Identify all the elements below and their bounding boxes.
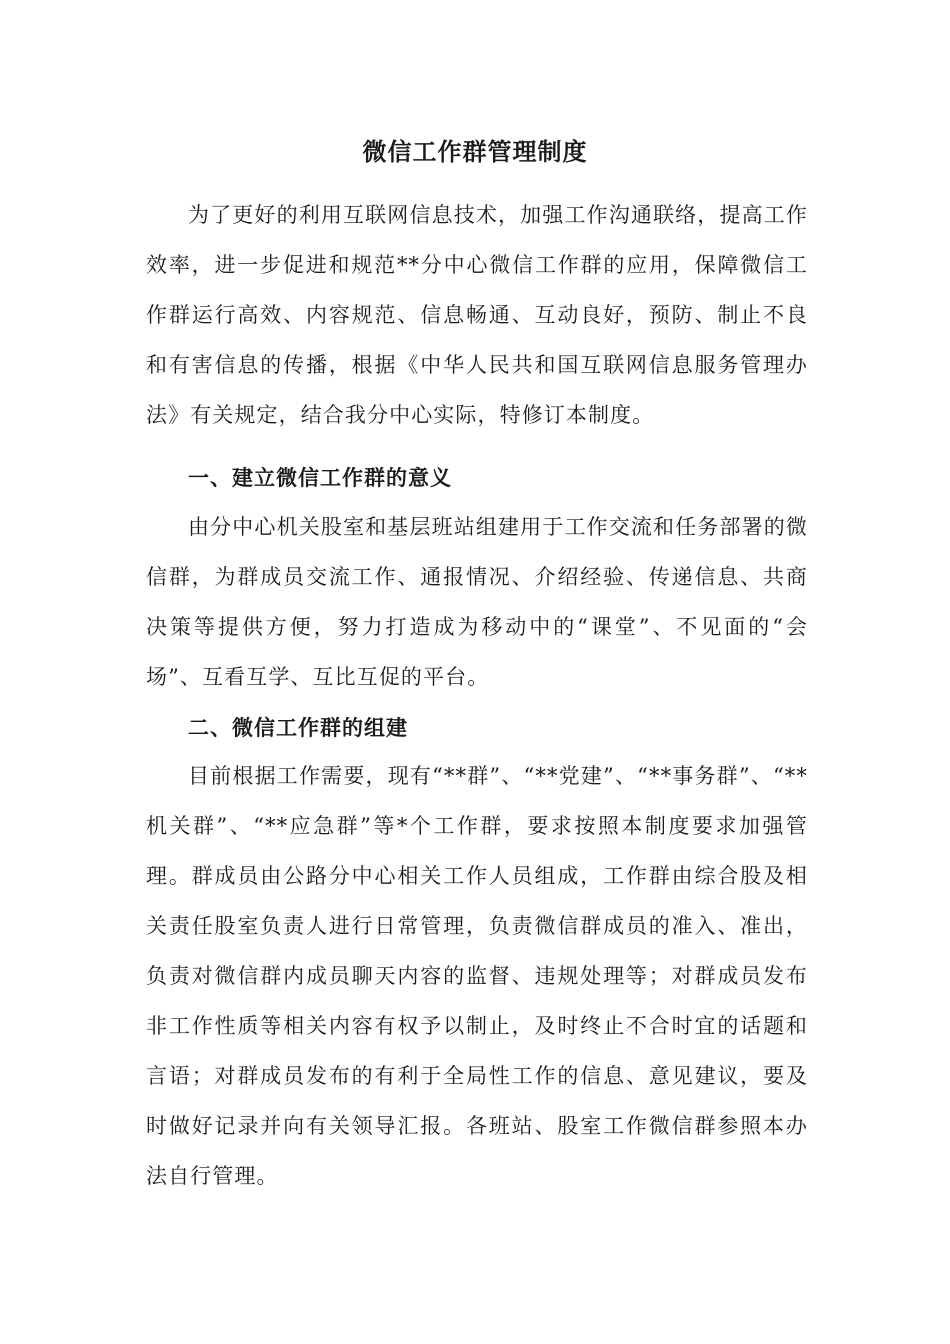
section-1-paragraph: 由分中心机关股室和基层班站组建用于工作交流和任务部署的微信群，为群成员交流工作、通报情况、介绍经验、传递信息、共商决策等提供方便，努力打造成为移动中的“课堂”、不见面的“会场”、互看互学、互比互促的平台。 [146,515,808,689]
section-2-heading: 二、微信工作群的组建 [188,716,408,740]
document-title: 微信工作群管理制度 [362,138,588,166]
intro-paragraph: 为了更好的利用互联网信息技术，加强工作沟通联络，提高工作效率，进一步促进和规范**分中心微信工作群的应用，保障微信工作群运行高效、内容规范、信息畅通、互动良好，预防、制止不良和有害信息的传播，根据《中华人民共和国互联网信息服务管理办法》有关规定，结合我分中心实际，特修订本制度。 [146,203,808,427]
section-1-heading: 一、建立微信工作群的意义 [188,466,452,490]
section-2-paragraph: 目前根据工作需要，现有“**群”、“**党建”、“**事务群”、“**机关群”、“**应急群”等*个工作群，要求按照本制度要求加强管理。群成员由公路分中心相关工作人员组成，工作群由综合股及相关责任股室负责人进行日常管理，负责微信群成员的准入、准出，负责对微信群内成员聊天内容的监督、违规处理等；对群成员发布非工作性质等相关内容有权予以制止，及时终止不合时宜的话题和言语；对群成员发布的有利于全局性工作的信息、意见建议，要及时做好记录并向有关领导汇报。各班站、股室工作微信群参照本办法自行管理。 [146,764,808,1188]
